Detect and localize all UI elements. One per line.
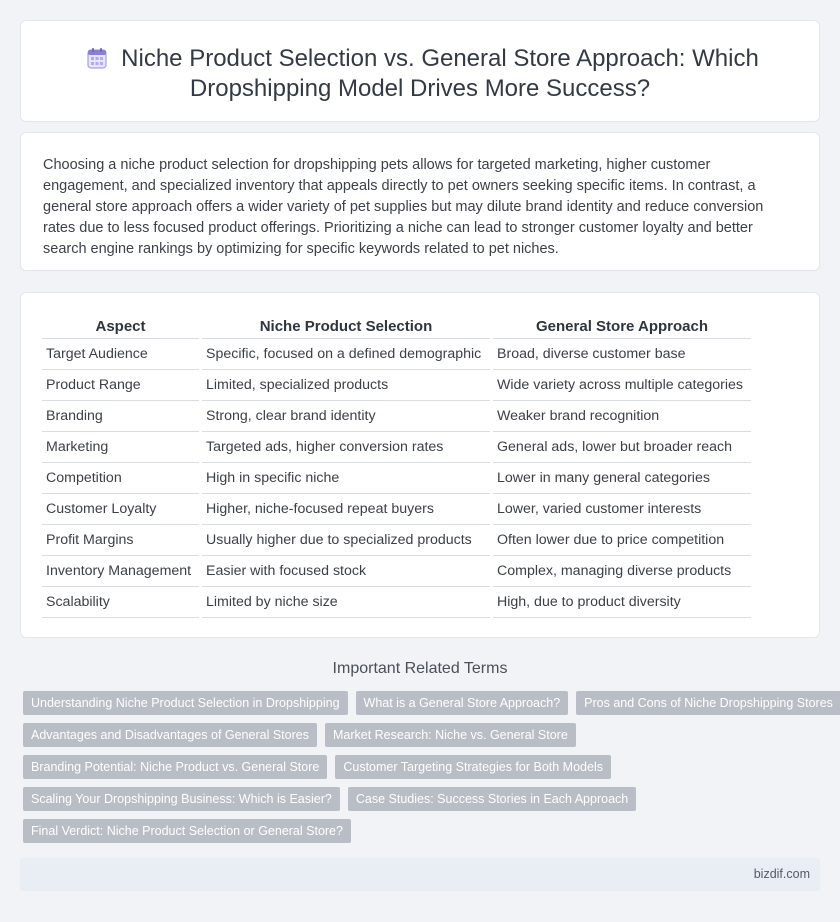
table-header-row: [42, 315, 751, 339]
cell-general: Weaker brand recognition: [493, 401, 751, 432]
cell-aspect: Customer Loyalty: [42, 494, 199, 525]
cell-general: General ads, lower but broader reach: [493, 432, 751, 463]
related-terms-title: Important Related Terms: [332, 660, 508, 677]
cell-aspect: Branding: [42, 401, 199, 432]
related-terms-row: [23, 755, 823, 779]
related-term-tag[interactable]: Pros and Cons of Niche Dropshipping Stores: [576, 691, 840, 715]
cell-aspect: Competition: [42, 463, 199, 494]
cell-general: Broad, diverse customer base: [493, 339, 751, 370]
intro-paragraph: Choosing a niche product selection for dropshipping pets allows for targeted marketing, higher customer engagement, and specialized inventory that appeals directly to pet owners seeking specific items. In contrast, a general store approach offers a wider variety of pet supplies but may dilute brand identity and reduce conversion rates due to less focused product offerings. Prioritizing a niche can lead to stronger customer loyalty and better search engine rankings by optimizing for specific keywords related to pet niches.: [43, 157, 764, 257]
table-row: [42, 401, 751, 432]
cell-general: High, due to product diversity: [493, 587, 751, 618]
table-row: [42, 494, 751, 525]
cell-niche: Easier with focused stock: [202, 556, 490, 587]
comparison-table-card: [20, 292, 820, 638]
related-term-tag[interactable]: What is a General Store Approach?: [356, 691, 569, 715]
related-terms-row: [23, 787, 823, 811]
intro-card: [20, 132, 820, 271]
cell-aspect: Product Range: [42, 370, 199, 401]
related-term-tag[interactable]: Final Verdict: Niche Product Selection or General Store?: [23, 819, 351, 843]
column-header-aspect: Aspect: [42, 315, 199, 339]
page-title-line-2: Dropshipping Model Drives More Success?: [189, 75, 651, 102]
page-title: [21, 44, 819, 104]
page-title-line-1: Niche Product Selection vs. General Store Approach: Which: [121, 45, 759, 72]
related-terms-list: [23, 691, 833, 851]
related-term-tag[interactable]: Market Research: Niche vs. General Store: [325, 723, 576, 747]
cell-general: Lower, varied customer interests: [493, 494, 751, 525]
cell-niche: High in specific niche: [202, 463, 490, 494]
header-card: [20, 20, 820, 122]
cell-niche: Limited, specialized products: [202, 370, 490, 401]
cell-aspect: Marketing: [42, 432, 199, 463]
cell-general: Wide variety across multiple categories: [493, 370, 751, 401]
table-row: [42, 556, 751, 587]
cell-niche: Targeted ads, higher conversion rates: [202, 432, 490, 463]
cell-niche: Higher, niche-focused repeat buyers: [202, 494, 490, 525]
cell-general: Complex, managing diverse products: [493, 556, 751, 587]
cell-aspect: Inventory Management: [42, 556, 199, 587]
cell-niche: Specific, focused on a defined demographic: [202, 339, 490, 370]
table-row: [42, 370, 751, 401]
comparison-table: [39, 315, 754, 618]
column-header-general: General Store Approach: [493, 315, 751, 339]
footer-site-link[interactable]: bizdif.com: [753, 867, 810, 881]
related-term-tag[interactable]: Branding Potential: Niche Product vs. General Store: [23, 755, 327, 779]
cell-niche: Usually higher due to specialized products: [202, 525, 490, 556]
related-term-tag[interactable]: Understanding Niche Product Selection in Dropshipping: [23, 691, 348, 715]
table-row: [42, 432, 751, 463]
cell-aspect: Scalability: [42, 587, 199, 618]
related-term-tag[interactable]: Case Studies: Success Stories in Each Approach: [348, 787, 636, 811]
table-row: [42, 463, 751, 494]
related-term-tag[interactable]: Customer Targeting Strategies for Both Models: [335, 755, 611, 779]
cell-niche: Limited by niche size: [202, 587, 490, 618]
table-row: [42, 525, 751, 556]
table-row: [42, 587, 751, 618]
related-term-tag[interactable]: Scaling Your Dropshipping Business: Which is Easier?: [23, 787, 340, 811]
related-terms-row: [23, 819, 823, 843]
cell-aspect: Target Audience: [42, 339, 199, 370]
table-row: [42, 339, 751, 370]
cell-aspect: Profit Margins: [42, 525, 199, 556]
cell-niche: Strong, clear brand identity: [202, 401, 490, 432]
footer: [20, 858, 820, 891]
cell-general: Lower in many general categories: [493, 463, 751, 494]
related-terms-row: [23, 691, 833, 715]
column-header-niche: Niche Product Selection: [202, 315, 490, 339]
related-term-tag[interactable]: Advantages and Disadvantages of General Stores: [23, 723, 317, 747]
cell-general: Often lower due to price competition: [493, 525, 751, 556]
related-terms-row: [23, 723, 823, 747]
